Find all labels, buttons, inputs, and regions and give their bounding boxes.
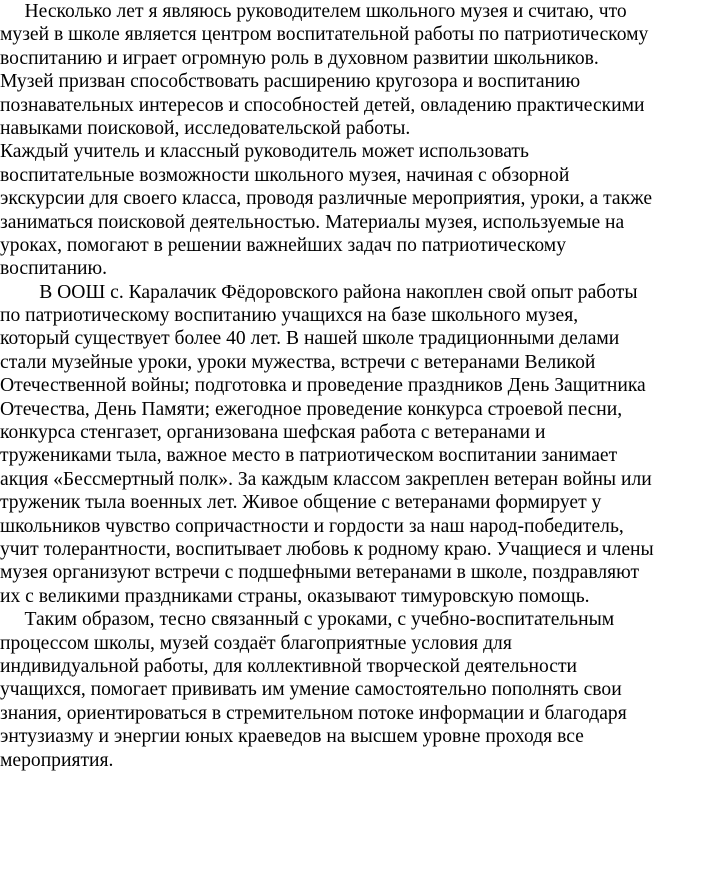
text-line: музей в школе является центром воспитательной работы по патриотическому <box>0 24 649 46</box>
text-line: Каждый учитель и классный руководитель может использовать <box>0 141 529 163</box>
text-line: музея организуют встречи с подшефными ветеранами в школе, поздравляют <box>0 562 640 584</box>
text-line: стали музейные уроки, уроки мужества, встречи с ветеранами Великой <box>0 351 596 373</box>
text-line: процессом школы, музей создаёт благоприятные условия для <box>0 632 512 654</box>
text-line: энтузиазму и энергии юных краеведов на высшем уровне проходя все <box>0 726 584 748</box>
text-line: по патриотическому воспитанию учащихся на базе школьного музея, <box>0 305 579 327</box>
text-line: познавательных интересов и способностей детей, овладению практическими <box>0 94 645 116</box>
text-line: тружениками тыла, важное место в патриотическом воспитании занимает <box>0 445 618 467</box>
text-line: конкурса стенгазет, организована шефская работа с ветеранами и <box>0 422 546 444</box>
text-line: который существует более 40 лет. В нашей школе традиционными делами <box>0 328 620 350</box>
text-line: Музей призван способствовать расширению кругозора и воспитанию <box>0 71 581 93</box>
text-line: акция «Бессмертный полк». За каждым классом закреплен ветеран войны или <box>0 468 652 490</box>
text-line: экскурсии для своего класса, проводя различные мероприятия, уроки, а также <box>0 188 653 210</box>
text-line: воспитательные возможности школьного музея, начиная с обзорной <box>0 164 570 186</box>
text-line: знания, ориентироваться в стремительном потоке информации и благодаря <box>0 702 627 724</box>
text-line: навыками поисковой, исследовательской работы. <box>0 117 411 139</box>
text-line: труженик тыла военных лет. Живое общение с ветеранами формирует у <box>0 492 602 514</box>
text-line: В ООШ с. Каралачик Фёдоровского района накоплен свой опыт работы <box>0 281 638 303</box>
text-line: индивидуальной работы, для коллективной творческой деятельности <box>0 655 578 677</box>
text-line: Таким образом, тесно связанный с уроками, с учебно-воспитательным <box>0 609 615 631</box>
text-line: Несколько лет я являюсь руководителем школьного музея и считаю, что <box>0 1 627 22</box>
text-line: их с великими праздниками страны, оказывают тимуровскую помощь. <box>0 585 590 607</box>
text-line: Отечественной войны; подготовка и проведение праздников День Защитника <box>0 375 646 397</box>
text-line: воспитанию. <box>0 258 108 280</box>
text-line: Отечества, День Памяти; ежегодное проведение конкурса строевой песни, <box>0 398 623 420</box>
text-line: воспитанию и играет огромную роль в духовном развитии школьников. <box>0 47 599 69</box>
text-line: уроках, помогают в решении важнейших задач по патриотическому <box>0 234 567 256</box>
text-line: школьников чувство сопричастности и гордости за наш народ-победитель, <box>0 515 624 537</box>
text-line: заниматься поисковой деятельностью. Материалы музея, используемые на <box>0 211 625 233</box>
text-line: мероприятия. <box>0 749 114 771</box>
text-line: учащихся, помогает прививать им умение самостоятельно пополнять свои <box>0 679 622 701</box>
text-line: учит толерантности, воспитывает любовь к родному краю. Учащиеся и члены <box>0 538 654 560</box>
